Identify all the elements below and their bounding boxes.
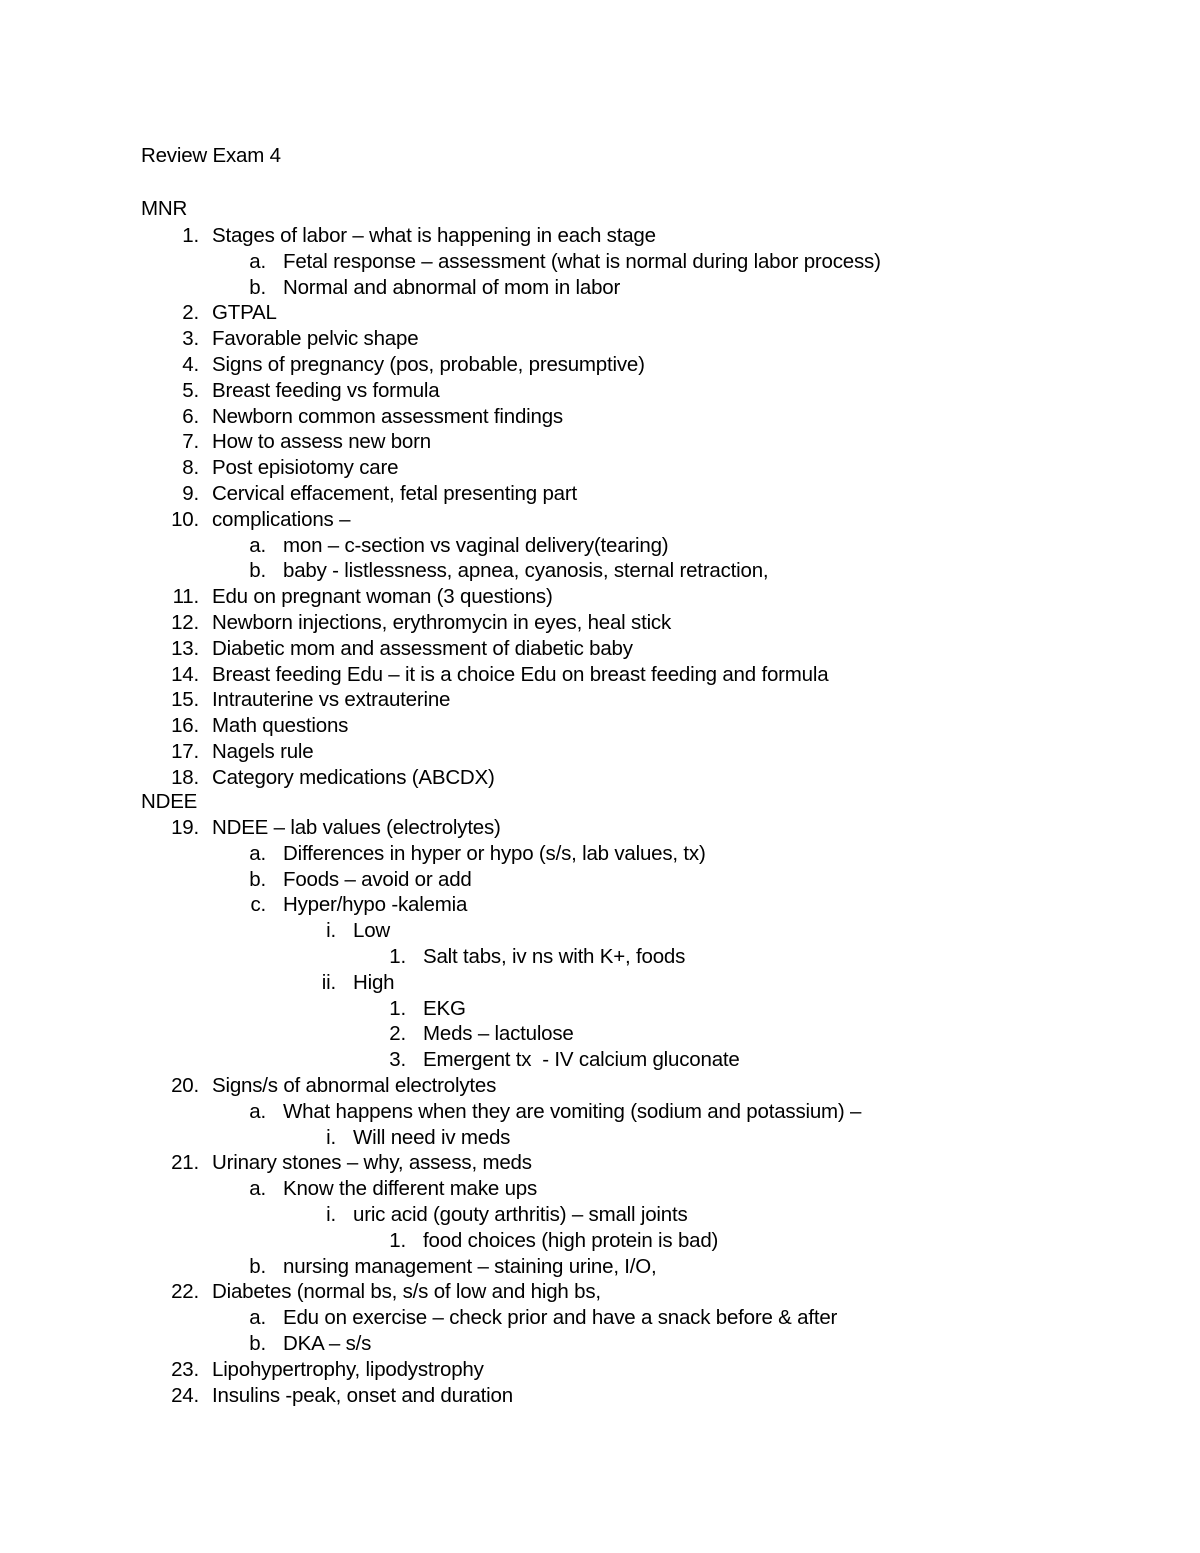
outline-item <box>0 918 1200 944</box>
outline-item <box>0 1254 1200 1280</box>
list-marker: 1. <box>182 224 199 247</box>
list-item-text: Will need iv meds <box>353 1126 511 1149</box>
list-item-text: What happens when they are vomiting (sodium and potassium) – <box>283 1100 862 1123</box>
outline-item <box>0 249 1200 275</box>
list-item-text: Intrauterine vs extrauterine <box>212 688 451 711</box>
list-item-text: Differences in hyper or hypo (s/s, lab values, tx) <box>283 842 706 865</box>
list-item-text: baby - listlessness, apnea, cyanosis, sternal retraction, <box>283 559 769 582</box>
list-marker: 11. <box>172 585 199 608</box>
outline-item <box>0 1047 1200 1073</box>
list-marker: i. <box>326 1203 336 1226</box>
list-item-text: Edu on pregnant woman (3 questions) <box>212 585 553 608</box>
list-item-text: Post episiotomy care <box>212 456 399 479</box>
list-item-text: Math questions <box>212 714 349 737</box>
list-item-text: NDEE – lab values (electrolytes) <box>212 816 501 839</box>
outline-item <box>0 558 1200 584</box>
list-item-text: Newborn injections, erythromycin in eyes, heal stick <box>212 611 672 634</box>
list-marker: 14. <box>171 663 199 686</box>
list-item-text: Urinary stones – why, assess, meds <box>212 1151 532 1174</box>
list-item-text: Cervical effacement, fetal presenting part <box>212 482 577 505</box>
list-item-text: Diabetic mom and assessment of diabetic baby <box>212 637 633 660</box>
list-marker: 10. <box>171 508 199 531</box>
list-item-text: EKG <box>423 997 466 1020</box>
list-item-text: Breast feeding vs formula <box>212 379 440 402</box>
section-heading-mnr: MNR <box>141 197 188 220</box>
list-item-text: Favorable pelvic shape <box>212 327 419 350</box>
outline-item <box>0 1331 1200 1357</box>
list-item-text: Signs of pregnancy (pos, probable, presumptive) <box>212 353 645 376</box>
list-marker: b. <box>249 559 266 582</box>
list-marker: 23. <box>171 1358 199 1381</box>
outline-item <box>0 584 1200 610</box>
outline-item <box>0 996 1200 1022</box>
list-item-text: food choices (high protein is bad) <box>423 1229 719 1252</box>
list-marker: c. <box>250 893 266 916</box>
list-item-text: How to assess new born <box>212 430 431 453</box>
list-item-text: DKA – s/s <box>283 1332 372 1355</box>
list-marker: 24. <box>171 1384 199 1407</box>
list-marker: a. <box>249 1177 266 1200</box>
outline-item <box>0 1202 1200 1228</box>
outline-item <box>0 867 1200 893</box>
outline-item <box>0 1357 1200 1383</box>
outline-item <box>0 1228 1200 1254</box>
outline-item <box>0 455 1200 481</box>
outline-item <box>0 1150 1200 1176</box>
list-marker: 6. <box>182 405 199 428</box>
outline-item <box>0 429 1200 455</box>
list-marker: 3. <box>182 327 199 350</box>
outline-item <box>0 713 1200 739</box>
outline-item <box>0 378 1200 404</box>
list-marker: i. <box>326 1126 336 1149</box>
list-item-text: Meds – lactulose <box>423 1022 574 1045</box>
list-marker: 5. <box>182 379 199 402</box>
list-item-text: Foods – avoid or add <box>283 868 472 891</box>
list-marker: 2. <box>389 1022 406 1045</box>
outline-item <box>0 970 1200 996</box>
list-item-text: Fetal response – assessment (what is normal during labor process) <box>283 250 881 273</box>
list-marker: 7. <box>182 430 199 453</box>
outline-item <box>0 944 1200 970</box>
list-marker: a. <box>249 534 266 557</box>
list-marker: i. <box>326 919 336 942</box>
outline-item <box>0 687 1200 713</box>
list-marker: a. <box>249 842 266 865</box>
outline-item <box>0 1099 1200 1125</box>
list-marker: 21. <box>171 1151 199 1174</box>
list-item-text: Emergent tx - IV calcium gluconate <box>423 1048 740 1071</box>
list-marker: 18. <box>171 766 199 789</box>
list-item-text: Edu on exercise – check prior and have a snack before & after <box>283 1306 838 1329</box>
list-item-text: nursing management – staining urine, I/O, <box>283 1255 657 1278</box>
list-marker: 1. <box>389 997 406 1020</box>
list-marker: 22. <box>171 1280 199 1303</box>
outline-item <box>0 352 1200 378</box>
outline-item <box>0 636 1200 662</box>
list-marker: b. <box>249 276 266 299</box>
list-marker: ii. <box>321 971 336 994</box>
list-marker: 20. <box>171 1074 199 1097</box>
outline-item <box>0 841 1200 867</box>
outline-item <box>0 662 1200 688</box>
outline-item <box>0 610 1200 636</box>
list-item-text: mon – c-section vs vaginal delivery(tearing) <box>283 534 669 557</box>
list-marker: 3. <box>389 1048 406 1071</box>
outline-item <box>0 1125 1200 1151</box>
list-marker: 1. <box>389 945 406 968</box>
list-item-text: uric acid (gouty arthritis) – small joints <box>353 1203 688 1226</box>
list-marker: a. <box>249 250 266 273</box>
outline-item <box>0 1176 1200 1202</box>
list-item-text: Insulins -peak, onset and duration <box>212 1384 513 1407</box>
outline-item <box>0 1021 1200 1047</box>
list-item-text: Know the different make ups <box>283 1177 538 1200</box>
outline-item <box>0 1383 1200 1409</box>
outline-item <box>0 404 1200 430</box>
list-marker: 2. <box>182 301 199 324</box>
list-marker: a. <box>249 1306 266 1329</box>
list-marker: 17. <box>171 740 199 763</box>
list-item-text: Hyper/hypo -kalemia <box>283 893 468 916</box>
document-title: Review Exam 4 <box>141 144 281 167</box>
list-item-text: Stages of labor – what is happening in each stage <box>212 224 656 247</box>
list-marker: b. <box>249 868 266 891</box>
outline-item <box>0 326 1200 352</box>
list-item-text: GTPAL <box>212 301 277 324</box>
outline-item <box>0 275 1200 301</box>
outline-item <box>0 765 1200 791</box>
list-marker: 8. <box>182 456 199 479</box>
list-item-text: Breast feeding Edu – it is a choice Edu on breast feeding and formula <box>212 663 829 686</box>
list-marker: 15. <box>171 688 199 711</box>
list-marker: 9. <box>182 482 199 505</box>
list-marker: a. <box>249 1100 266 1123</box>
outline-item <box>0 739 1200 765</box>
list-item-text: Diabetes (normal bs, s/s of low and high bs, <box>212 1280 601 1303</box>
outline-item <box>0 223 1200 249</box>
list-item-text: Normal and abnormal of mom in labor <box>283 276 621 299</box>
outline-item <box>0 892 1200 918</box>
list-item-text: complications – <box>212 508 351 531</box>
list-marker: 13. <box>171 637 199 660</box>
list-marker: b. <box>249 1332 266 1355</box>
list-item-text: High <box>353 971 395 994</box>
list-marker: 16. <box>171 714 199 737</box>
outline-item <box>0 1073 1200 1099</box>
list-item-text: Low <box>353 919 391 942</box>
list-item-text: Salt tabs, iv ns with K+, foods <box>423 945 686 968</box>
list-marker: 19. <box>171 816 199 839</box>
outline-item <box>0 815 1200 841</box>
outline-item <box>0 481 1200 507</box>
list-marker: 4. <box>182 353 199 376</box>
outline-item <box>0 1279 1200 1305</box>
list-marker: b. <box>249 1255 266 1278</box>
section-heading-ndee: NDEE <box>141 790 198 813</box>
outline-item <box>0 300 1200 326</box>
outline-item <box>0 1305 1200 1331</box>
outline-item <box>0 507 1200 533</box>
list-item-text: Category medications (ABCDX) <box>212 766 495 789</box>
list-item-text: Newborn common assessment findings <box>212 405 563 428</box>
outline-item <box>0 533 1200 559</box>
list-item-text: Lipohypertrophy, lipodystrophy <box>212 1358 484 1381</box>
list-item-text: Nagels rule <box>212 740 314 763</box>
list-marker: 1. <box>389 1229 406 1252</box>
list-marker: 12. <box>171 611 199 634</box>
list-item-text: Signs/s of abnormal electrolytes <box>212 1074 497 1097</box>
